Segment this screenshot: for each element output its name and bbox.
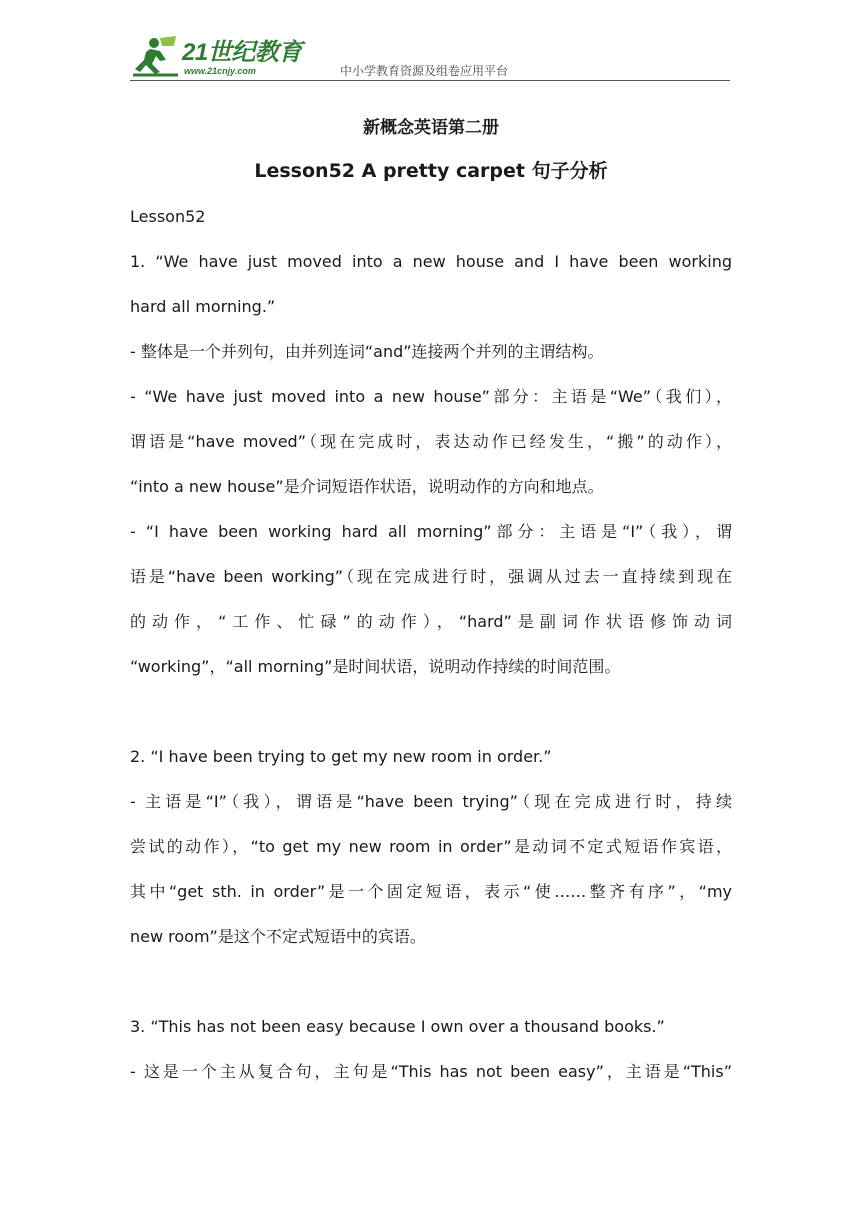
text-line: “into a new house”是介词短语作状语，说明动作的方向和地点。 — [130, 477, 604, 496]
text-line: new room”是这个不定式短语中的宾语。 — [130, 927, 426, 946]
document-subtitle: Lesson52 A pretty carpet 句子分析 — [254, 160, 608, 182]
text-line: - “I have been working hard all morning”部分：主语是“I”（我），谓 — [130, 522, 732, 541]
logo-url: www.21cnjy.com — [184, 66, 256, 76]
text-line: 的动作，“工作、忙碌”的动作），“hard”是副词作状语修饰动词 — [130, 612, 732, 631]
text-line: 1. “We have just moved into a new house and I have been working — [130, 252, 732, 271]
document-body — [130, 108, 732, 1094]
text-line: 其中“get sth. in order”是一个固定短语，表示“使……整齐有序”，“my — [130, 882, 732, 901]
logo — [130, 34, 300, 80]
document-title: 新概念英语第二册 — [363, 118, 499, 138]
text-line: 语是“have been working”（现在完成进行时，强调从过去一直持续到现在 — [130, 567, 732, 586]
text-line: “working”，“all morning”是时间状语，说明动作持续的时间范围。 — [130, 657, 621, 676]
text-line: - 这是一个主从复合句，主句是“This has not been easy”，主语是“This” — [130, 1062, 732, 1081]
text-line: 谓语是“have moved”（现在完成时，表达动作已经发生，“搬”的动作）， — [130, 432, 732, 451]
header-divider — [130, 80, 730, 81]
logo-text: 21世纪教育 — [182, 39, 302, 66]
text-line: - 整体是一个并列句，由并列连词“and”连接两个并列的主谓结构。 — [130, 342, 604, 361]
blank-line — [130, 689, 732, 734]
text-line: - 主语是“I”（我），谓语是“have been trying”（现在完成进行时，持续 — [130, 792, 732, 811]
text-line: hard all morning.” — [130, 297, 276, 316]
blank-line — [130, 959, 732, 1004]
page-header — [130, 34, 730, 82]
platform-name: 中小学教育资源及组卷应用平台 — [340, 64, 509, 78]
lesson-label: Lesson52 — [130, 207, 206, 226]
text-line: - “We have just moved into a new house”部分：主语是“We”（我们）， — [130, 387, 732, 406]
text-line: 3. “This has not been easy because I own over a thousand books.” — [130, 1017, 665, 1036]
text-line: 尝试的动作），“to get my new room in order”是动词不定式短语作宾语， — [130, 837, 732, 856]
text-line: 2. “I have been trying to get my new room in order.” — [130, 747, 552, 766]
runner-logo-icon — [130, 34, 182, 78]
